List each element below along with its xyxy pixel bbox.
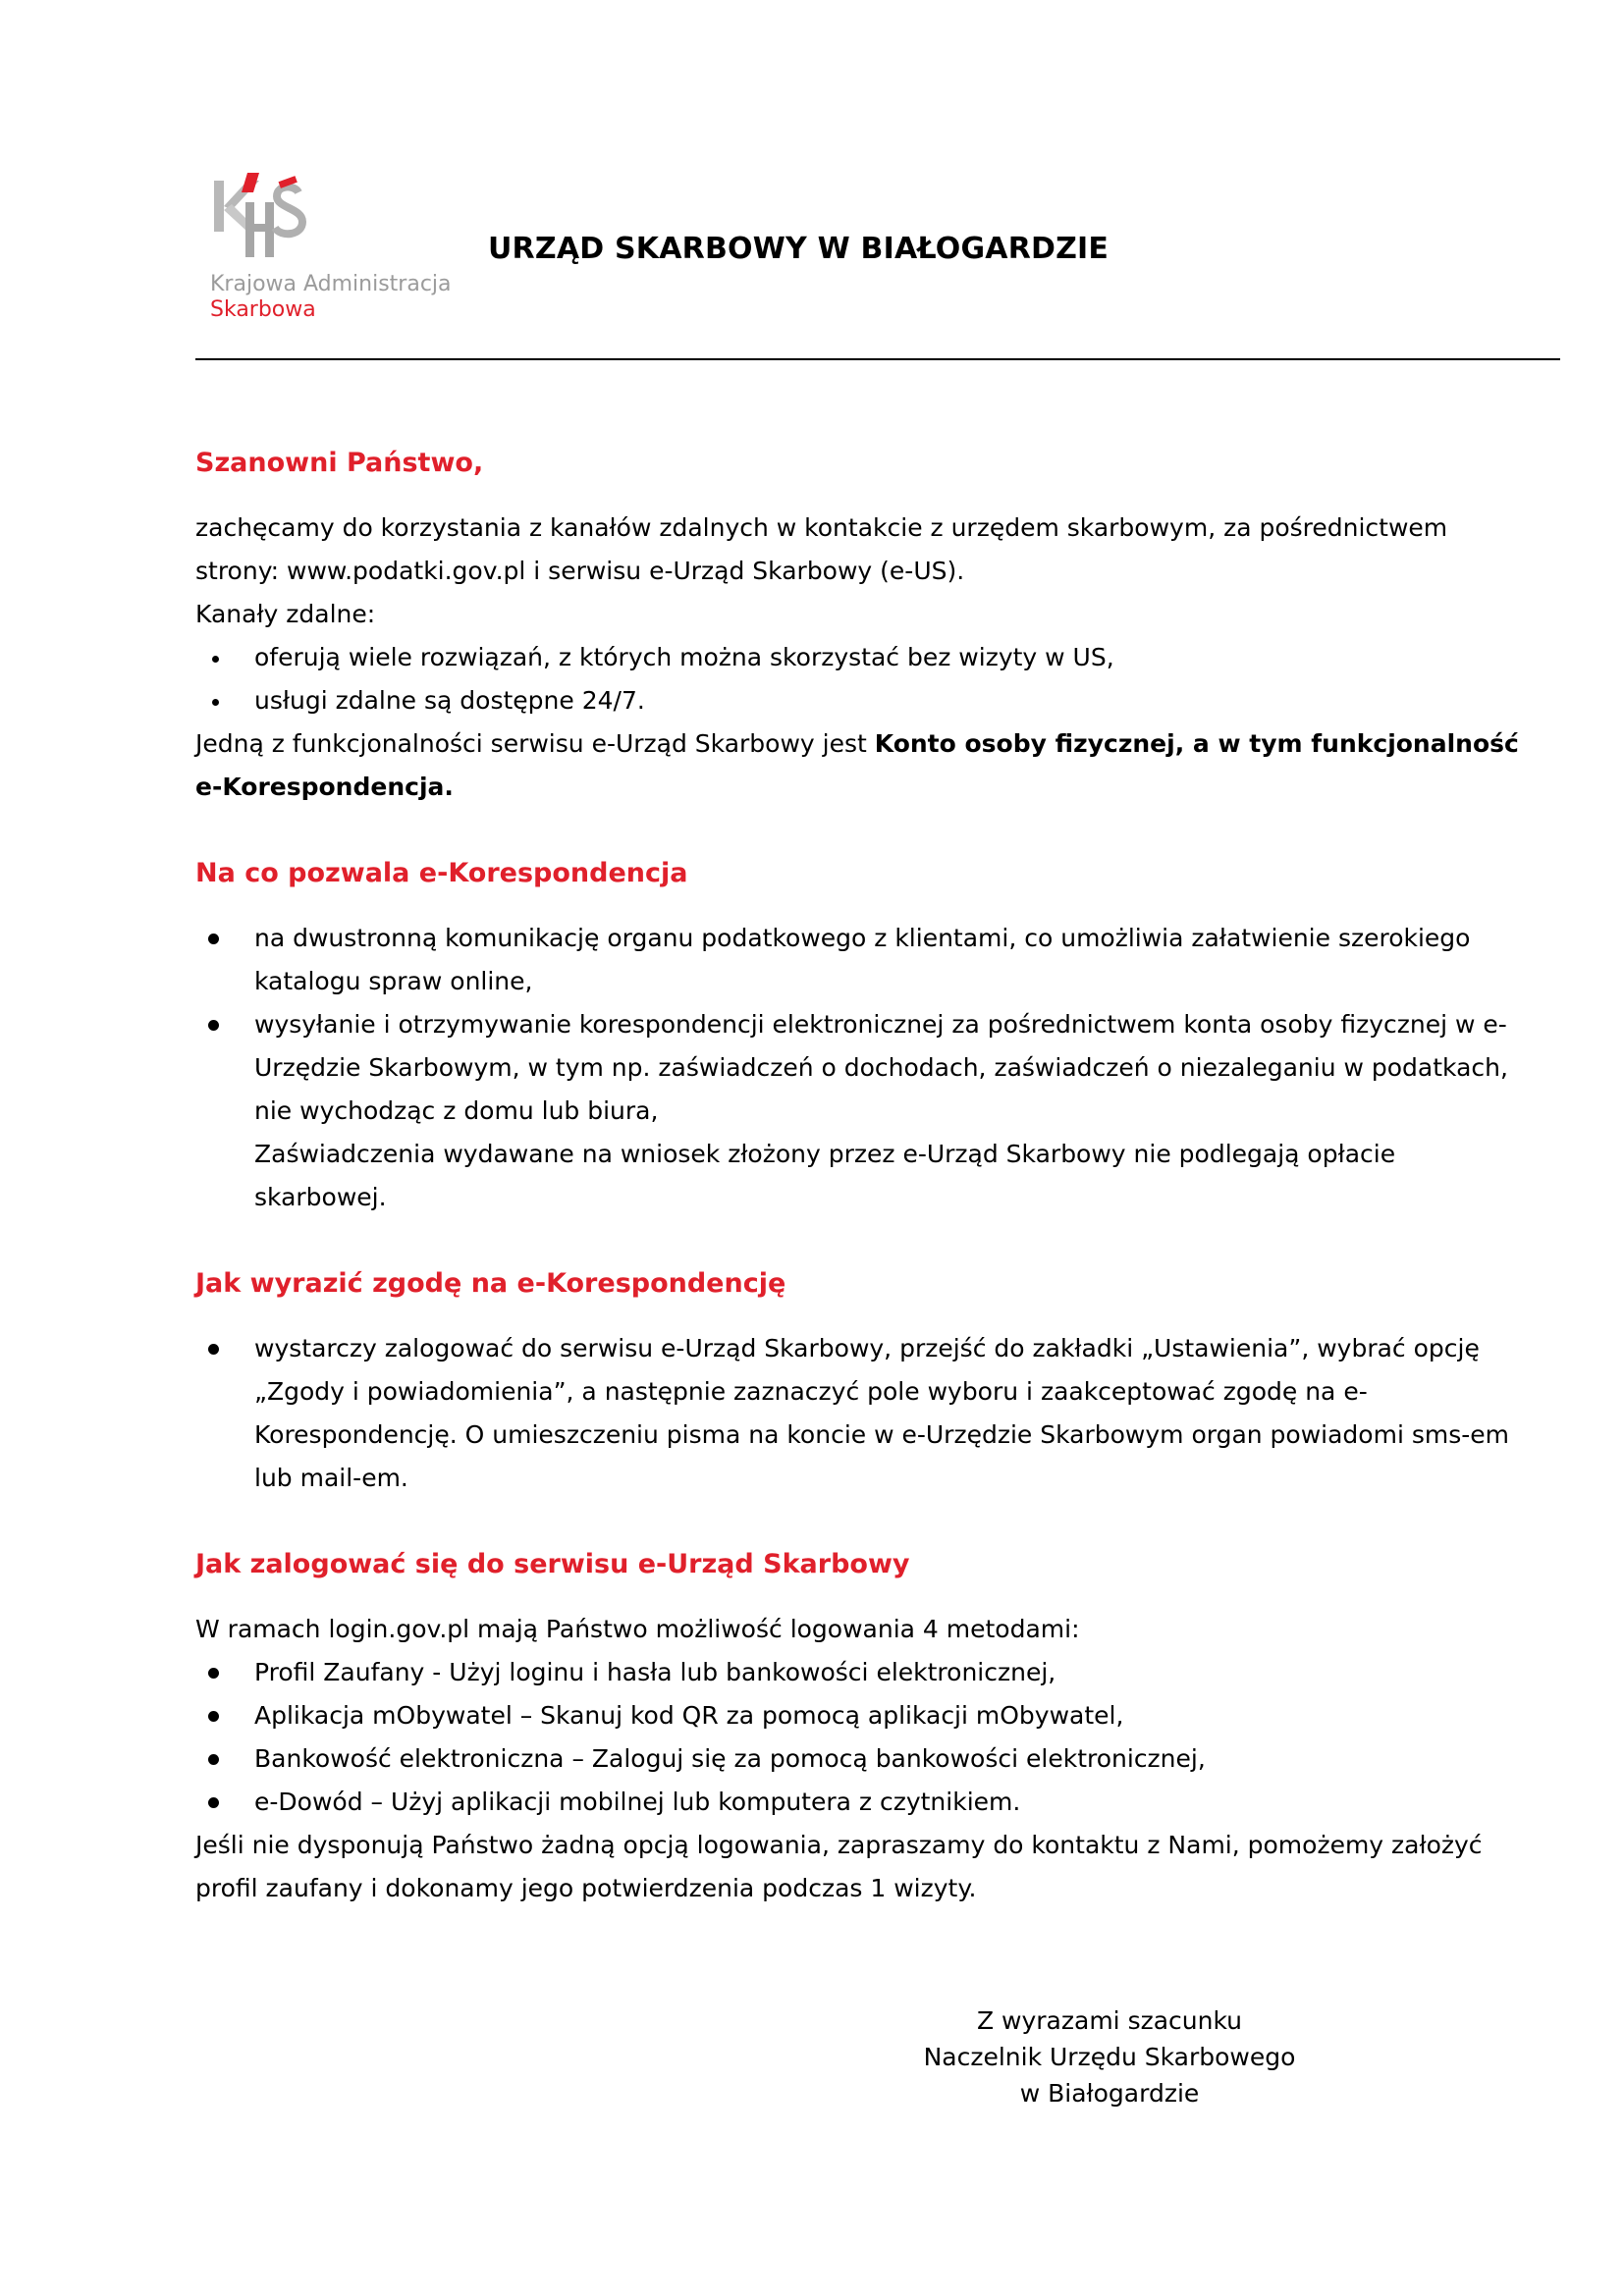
- functionality-paragraph: [195, 722, 1531, 809]
- section-heading-allows: Na co pozwala e-Korespondencja: [195, 858, 688, 888]
- signature-block: [903, 2002, 1316, 2111]
- logo-line2: Skarbowa: [210, 297, 316, 322]
- greeting: Szanowni Państwo,: [195, 448, 484, 478]
- list-item: usługi zdalne są dostępne 24/7.: [195, 679, 1531, 722]
- list-item: wystarczy zalogować do serwisu e-Urząd Skarbowy, przejść do zakładki „Ustawienia”, wybrać opcję „Zgody i powiadomienia”, a następnie zaznaczyć pole wyboru i zaakceptować zgodę na e-Korespondencję. O umieszczeniu pisma na koncie w e-Urzędzie Skarbowym organ powiadomi sms-em lub mail-em.: [195, 1327, 1531, 1500]
- intro-paragraph: zachęcamy do korzystania z kanałów zdalnych w kontakcie z urzędem skarbowym, za pośrednictwem strony: www.podatki.gov.pl i serwisu e-Urząd Skarbowy (e-US).: [195, 513, 1448, 585]
- login-intro: W ramach login.gov.pl mają Państwo możliwość logowania 4 metodami:: [195, 1615, 1080, 1643]
- channels-label: Kanały zdalne:: [195, 600, 376, 628]
- section-heading-login: Jak zalogować się do serwisu e-Urząd Skarbowy: [195, 1549, 910, 1579]
- list-item: oferują wiele rozwiązań, z których można skorzystać bez wizyty w US,: [195, 636, 1531, 679]
- logo-line1: Krajowa Administracja: [210, 272, 452, 296]
- list-item: Profil Zaufany - Użyj loginu i hasła lub bankowości elektronicznej,: [195, 1651, 1531, 1694]
- functionality-text: Jedną z funkcjonalności serwisu e-Urząd Skarbowy jest: [195, 729, 875, 758]
- list-item: [195, 1003, 1531, 1219]
- signature-line3: w Białogardzie: [1019, 2079, 1200, 2108]
- channels-list: [195, 636, 1531, 722]
- login-methods-list: [195, 1651, 1531, 1824]
- letter-body: [195, 442, 1531, 1910]
- list-item-note: Zaświadczenia wydawane na wniosek złożony przez e-Urząd Skarbowy nie podlegają opłacie skarbowej.: [254, 1140, 1396, 1211]
- kas-logo: [208, 173, 452, 330]
- list-item: na dwustronną komunikację organu podatkowego z klientami, co umożliwia załatwienie szerokiego katalogu spraw online,: [195, 917, 1531, 1003]
- signature-line2: Naczelnik Urzędu Skarbowego: [923, 2043, 1296, 2071]
- header-divider: [195, 358, 1560, 360]
- consent-list: [195, 1327, 1531, 1500]
- login-closing: Jeśli nie dysponują Państwo żadną opcją logowania, zapraszamy do kontaktu z Nami, pomożemy założyć profil zaufany i dokonamy jego potwierdzenia podczas 1 wizyty.: [195, 1831, 1483, 1902]
- list-item-text: wysyłanie i otrzymywanie korespondencji elektronicznej za pośrednictwem konta osoby fizycznej w e-Urzędzie Skarbowym, w tym np. zaświadczeń o dochodach, zaświadczeń o niezaleganiu w podatkach, nie wychodząc z domu lub biura,: [254, 1010, 1508, 1125]
- signature-line1: Z wyrazami szacunku: [976, 2006, 1243, 2035]
- office-title: URZĄD SKARBOWY W BIAŁOGARDZIE: [488, 232, 1110, 266]
- section-heading-consent: Jak wyrazić zgodę na e-Korespondencję: [195, 1268, 786, 1299]
- allows-list: [195, 917, 1531, 1219]
- list-item: Aplikacja mObywatel – Skanuj kod QR za pomocą aplikacji mObywatel,: [195, 1694, 1531, 1737]
- kas-monogram-icon: [208, 173, 316, 263]
- list-item: Bankowość elektroniczna – Zaloguj się za pomocą bankowości elektronicznej,: [195, 1737, 1531, 1781]
- functionality-bold: Konto osoby fizycznej, a w tym funkcjonalność e-Korespondencja.: [195, 729, 1519, 801]
- list-item: e-Dowód – Użyj aplikacji mobilnej lub komputera z czytnikiem.: [195, 1781, 1531, 1824]
